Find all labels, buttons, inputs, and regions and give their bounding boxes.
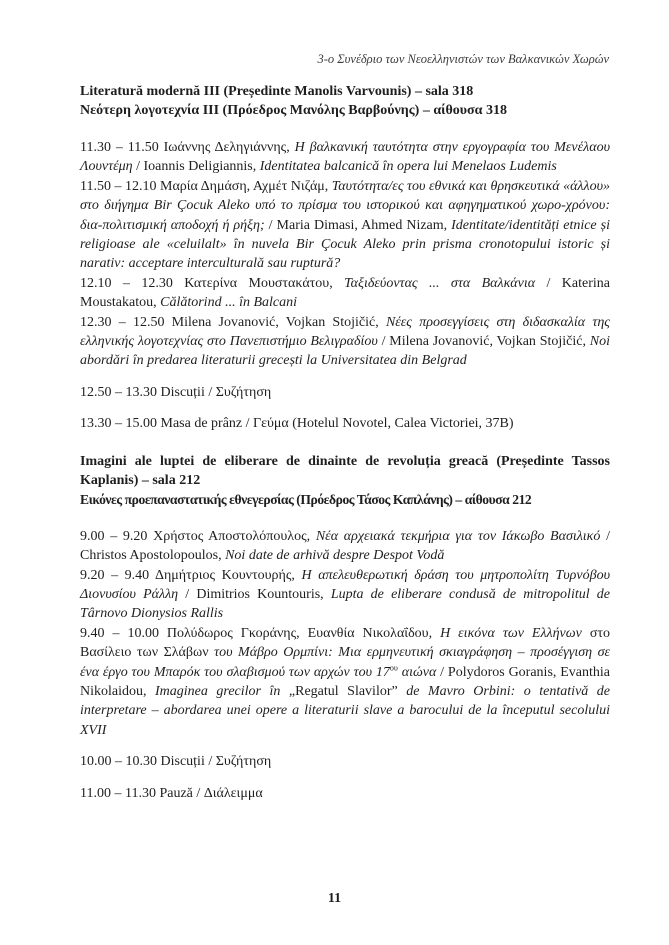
italic-title-text: του Μάβρο Ορμπίνι: Μια ερμηνευτική σκιαγράφηση – προσέγγιση σε ένα έργο του Μπαρόκ του σλαβισμού των αρχών του 17 xyxy=(80,645,611,680)
entry-text: / Christos Apostolopoulos, xyxy=(80,528,610,564)
italic-title-text: Noi date de arhivă despre Despot Vodă xyxy=(225,548,445,564)
page-content xyxy=(80,82,610,803)
entry-text: „Regatul Slavilor” xyxy=(280,683,407,699)
entry-text: / Ioannis Deligiannis, xyxy=(132,159,260,175)
italic-title-text: Călătorind ... în Balcani xyxy=(160,295,297,311)
session-2-title-el: Εικόνες προεπαναστατικής εθνεγερσίας (Πρόεδρος Τάσος Καπλάνης) – αίθουσα 212 xyxy=(80,491,532,507)
entry-text: 9.40 – 10.00 Πολύδωρος Γκοράνης, Ευανθία Νικολαΐδου, xyxy=(80,625,441,641)
italic-title-text: Lupta de eliberare condusă de mitropolitul de Târnovo Dionysios Rallis xyxy=(80,586,610,622)
entry-text: / Katerina Moustakatou, xyxy=(80,275,611,311)
entry-text: στο Βασίλειο των Σλάβων xyxy=(80,625,610,661)
entry-text: 9.20 – 9.40 Δημήτριος Κουντουρής, xyxy=(80,567,302,583)
entry-text: / Milena Jovanović, Vojkan Stojičić, xyxy=(377,334,590,350)
entry-text: / Dimitrios Kountouris, xyxy=(178,586,331,602)
programme-entry xyxy=(80,177,610,274)
running-header: 3-ο Συνέδριο των Νεοελληνιστών των Βαλκανικών Χωρών xyxy=(317,52,609,66)
session-2-discussion: 10.00 – 10.30 Discuții / Συζήτηση xyxy=(80,754,272,770)
session-1-title-el: Νεότερη λογοτεχνία ΙΙΙ (Πρόεδρος Μανόλης Βαρβούνης) – αίθουσα 318 xyxy=(80,103,507,118)
session-1-lunch: 13.30 – 15.00 Masa de prânz / Γεύμα (Hotelul Novotel, Calea Victoriei, 37B) xyxy=(80,416,514,432)
italic-title-text: Νέα αρχειακά τεκμήρια για τον Ιάκωβο Βασιλικό xyxy=(315,528,601,544)
entry-text: 9.00 – 9.20 Χρήστος Αποστολόπουλος, xyxy=(80,528,316,544)
entry-text: / Polydoros Goranis, Evanthia Nikolaidou, xyxy=(80,664,611,699)
session-1-entries xyxy=(80,138,610,371)
entry-text: 11.30 – 11.50 Ιωάννης Δεληγιάννης, xyxy=(80,140,295,155)
entry-text: 12.30 – 12.50 Milena Jovanović, Vojkan Stojičić, xyxy=(80,314,386,330)
superscript-text: ου xyxy=(389,662,398,672)
italic-title-text: Identitate/identități etnice și religioase ale «celuilalt» în nuvela Bir Çocuk Aleko prin prisma cronotopului istoric și narativ: acceptare interculturală sau ruptură? xyxy=(80,217,610,272)
programme-entry xyxy=(80,624,610,740)
programme-entry xyxy=(80,527,610,566)
italic-title-text: de Mavro Orbini: o tentativă de interpretare – abordarea unei opere a literaturii slave a barocului de la începutul secolului XVII xyxy=(80,683,611,738)
session-2-title-ro: Imagini ale luptei de eliberare de dinainte de revoluția greacă (Președinte Tassos Kaplanis) – sala 212 xyxy=(80,453,610,488)
session-1-title-ro: Literatură modernă III (Președinte Manolis Varvounis) – sala 318 xyxy=(80,84,474,99)
italic-title-text: Η βαλκανική ταυτότητα στην εργογραφία του Μενέλαου Λουντέμη xyxy=(80,140,610,175)
programme-entry xyxy=(80,138,610,177)
page-number: 11 xyxy=(327,891,342,906)
entry-text: / Maria Dimasi, Ahmed Nizam, xyxy=(264,217,452,233)
entry-text: 12.10 – 12.30 Κατερίνα Μουστακάτου, xyxy=(80,275,345,291)
programme-entry xyxy=(80,274,610,313)
italic-title-text: Η εικόνα των Ελλήνων xyxy=(440,625,582,641)
italic-title-text: Imaginea grecilor în xyxy=(155,683,281,699)
session-1-discussion: 12.50 – 13.30 Discuții / Συζήτηση xyxy=(80,384,272,400)
italic-title-text: Identitatea balcanică în opera lui Menelaos Ludemis xyxy=(259,159,557,175)
italic-title-text: Η απελευθερωτική δράση του μητροπολίτη Τυρνόβου Διονυσίου Ράλλη xyxy=(80,567,610,602)
italic-title-text: αιώνα xyxy=(397,664,437,680)
italic-title-text: Noi abordări în predarea literaturii grecești la Universitatea din Belgrad xyxy=(80,334,610,369)
session-2-entries xyxy=(80,527,610,740)
session-2-break: 11.00 – 11.30 Pauză / Διάλειμμα xyxy=(80,785,263,801)
entry-text: 11.50 – 12.10 Μαρία Δημάση, Αχμέτ Νιζάμ, xyxy=(80,178,332,194)
programme-entry xyxy=(80,313,610,371)
italic-title-text: Ταξιδεύοντας ... στα Βαλκάνια xyxy=(344,275,536,291)
italic-title-text: Νέες προσεγγίσεις στη διδασκαλία της ελληνικής λογοτεχνίας στο Πανεπιστήμιο Βελιγραδίου xyxy=(80,314,610,350)
programme-entry xyxy=(80,566,610,624)
italic-title-text: Ταυτότητα/ες του εθνικά και θρησκευτικά «άλλου» στο διήγημα Bir Çocuk Aleko υπό το πρίσμα του ιστορικού και αφηγηματικού χωρο-χρόνου: δια-πολιτισμική αποδοχή ή ρήξη; xyxy=(80,178,610,233)
